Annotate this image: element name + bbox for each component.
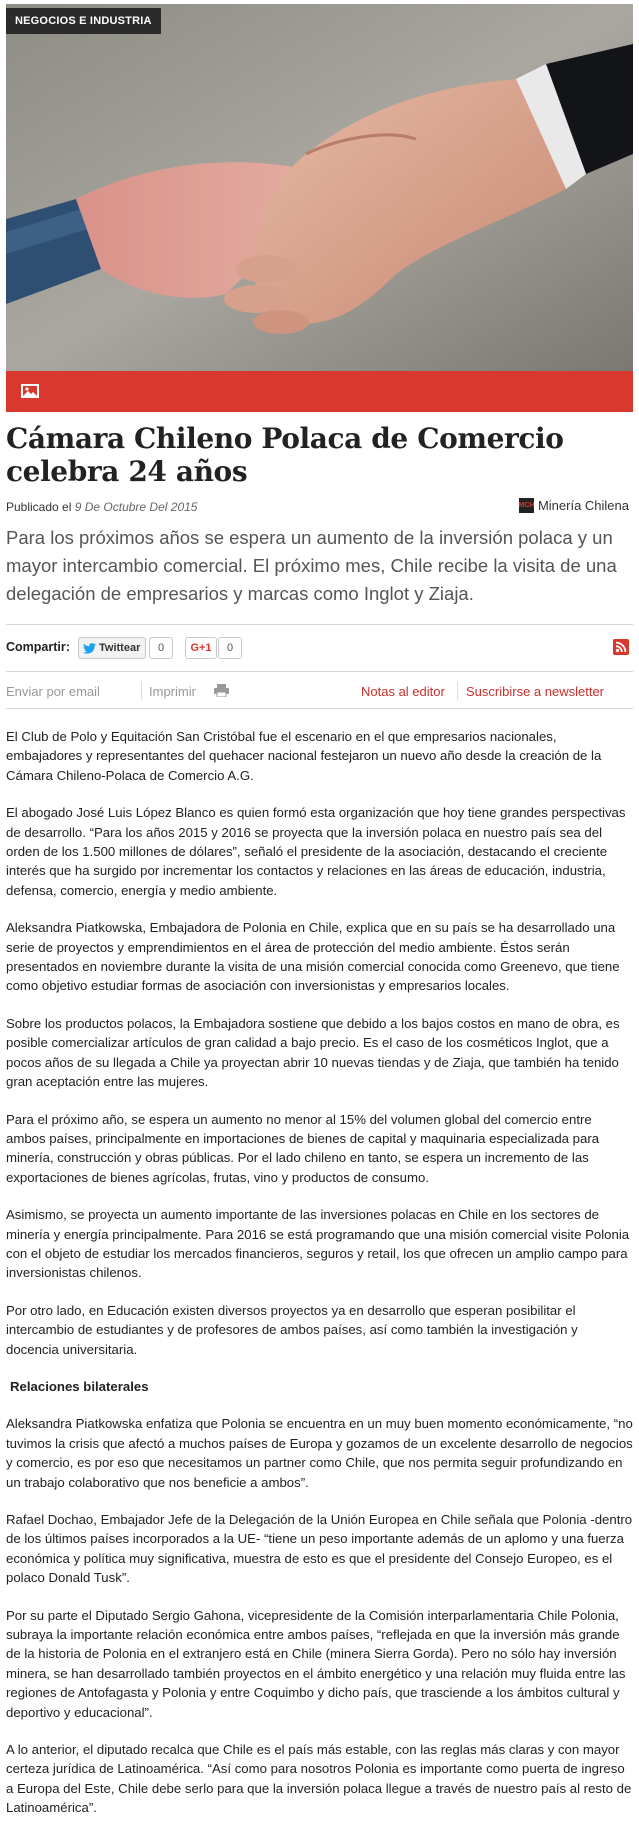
print-link[interactable]: Imprimir <box>149 684 196 699</box>
twitter-icon <box>83 643 96 654</box>
twitter-button[interactable] <box>78 637 146 659</box>
publish-date: 9 De Octubre Del 2015 <box>74 500 198 514</box>
page-title: Cámara Chileno Polaca de Comercio celebra 24 años <box>6 422 564 488</box>
section-subheading: Relaciones bilaterales <box>10 1378 149 1394</box>
divider <box>457 682 458 700</box>
paragraph: Por otro lado, en Educación existen diversos proyectos ya en desarrollo que esperan posibilitar el intercambio de estudiantes y de profesores de ambos países, así como también la investigación y docencia universitaria. <box>6 1302 578 1357</box>
paragraph: Asimismo, se proyecta un aumento importante de las inversiones polacas en Chile en los sectores de minería y energía principalmente. Para 2016 se está programando que una misión comercial visite Polonia con el objeto de estudiar los mercados financieros, seguros y retail, los que ofrecen un amplio campo para inversionistas chilenos. <box>6 1207 630 1281</box>
share-bar <box>6 624 633 672</box>
gallery-bar <box>6 371 633 412</box>
twitter-label: Twittear <box>99 642 141 654</box>
article-meta <box>6 496 633 518</box>
email-link[interactable]: Enviar por email <box>6 684 100 699</box>
editor-notes-link[interactable]: Notas al editor <box>361 684 445 699</box>
article-actions <box>6 672 633 709</box>
article-page <box>6 0 633 1836</box>
source-name[interactable]: Minería Chilena <box>537 498 629 513</box>
newsletter-link[interactable]: Suscribirse a newsletter <box>466 684 604 699</box>
category-badge[interactable]: NEGOCIOS E INDUSTRIA <box>6 8 161 34</box>
article-body <box>6 727 633 1818</box>
paragraph: El Club de Polo y Equitación San Cristóbal fue el escenario en el que empresarios nacionales, embajadores y representantes del quehacer nacional festejaron un nuevo año desde la creación de la Cámara Chileno-Polaca de Comercio A.G. <box>6 729 602 783</box>
source-logo: MCH <box>519 498 534 513</box>
publish-info <box>6 500 197 514</box>
rss-icon[interactable] <box>613 639 629 655</box>
hero-image[interactable] <box>6 4 633 371</box>
divider <box>141 682 142 700</box>
paragraph: El abogado José Luis López Blanco es quien formó esta organización que hoy tiene grandes perspectivas de desarrollo. “Para los años 2015 y 2016 se proyecta que la inversión polaca en nuestro país sea del orden de los 1.500 millones de dólares”, señaló el presidente de la asociación, destacando el creciente interés que ha surgido por incrementar los contactos y relaciones en las áreas de educación, industria, defensa, comercio, energía y medio ambiente. <box>6 805 626 898</box>
gplus-count: 0 <box>218 637 242 659</box>
lead-paragraph: Para los próximos años se espera un aumento de la inversión polaca y un mayor intercambio comercial. El próximo mes, Chile recibe la visita de una delegación de empresarios y marcas como Inglot y Ziaja. <box>6 527 617 604</box>
paragraph: Por su parte el Diputado Sergio Gahona, vicepresidente de la Comisión interparlamentaria Chile Polonia, subraya la importante relación económica entre ambos países, “reflejada en que la inversión más grande de la historia de Polonia en el extranjero está en Chile (minera Sierra Gorda). Pero no sólo hay inversión minera, se han desarrollado también proyectos en el ámbito energético y una relación muy fluida entre las regiones de Antofagasta y Polonia y entre Coquimbo y dicho país, que trasciende a los ámbitos cultural y deportivo y educacional”. <box>6 1607 626 1720</box>
paragraph: Sobre los productos polacos, la Embajadora sostiene que debido a los bajos costos en mano de obra, es posible comercializar artículos de gran calidad a bajo precio. Es el caso de los cosméticos Inglot, que a pocos años de su llegada a Chile ya proyectan abrir 10 nuevas tiendas y de Ziaja, que también ha tenido gran aceptación entre las mujeres. <box>6 1015 620 1090</box>
twitter-count: 0 <box>149 637 173 659</box>
image-icon[interactable] <box>20 381 40 401</box>
paragraph: Aleksandra Piatkowska enfatiza que Polonia se encuentra en un muy buen momento económicamente, “no tuvimos la crisis que afectó a muchos países de Europa y gozamos de un excelente desarrollo de negocios y comercio, es por eso que necesitamos un partner como Chile, que nos permita seguir profundizando en un trabajo colaborativo que nos beneficie a ambos”. <box>6 1416 633 1490</box>
printer-icon[interactable] <box>214 684 229 697</box>
paragraph: A lo anterior, el diputado recalca que Chile es el país más estable, con las reglas más claras y con mayor certeza jurídica de Latinoamérica. “Así como para nosotros Polonia es importante como puerta de ingreso a Europa del Este, Chile debe serlo para que la inversión polaca llegue a través de nuestro país al resto de Latinoamérica”. <box>6 1742 632 1816</box>
paragraph: Aleksandra Piatkowska, Embajadora de Polonia en Chile, explica que en su país se ha desarrollado una serie de proyectos y emprendimientos en el área de protección del medio ambiente. Éstos serán presentados en noviembre durante la visita de una misión comercial conocida como Greenevo, que tiene como objetivo estudiar formas de asociación con inversionistas y empresarios locales. <box>6 920 620 994</box>
paragraph: Para el próximo año, se espera un aumento no menor al 15% del volumen global del comercio entre ambos países, principalmente en importaciones de bienes de capital y maquinaria especializada para minería, construcción y obras públicas. Por el lado chileno en tanto, se espera un incremento de las exportaciones de bienes agrícolas, frutas, vino y productos de consumo. <box>6 1111 600 1185</box>
gplus-button[interactable]: G+1 <box>185 637 217 659</box>
paragraph: Rafael Dochao, Embajador Jefe de la Delegación de la Unión Europea en Chile señala que Polonia -dentro de los últimos países incorporados a la UE- “tiene un peso importante además de un aplomo y una fuerza económica y política muy significativa, muestra de esto es que el presidente del Consejo Europeo, es el polaco Donald Tusk”. <box>6 1512 633 1586</box>
source[interactable] <box>519 498 629 513</box>
share-label: Compartir: <box>6 640 70 654</box>
hero <box>6 0 633 412</box>
published-label: Publicado el <box>6 500 72 514</box>
